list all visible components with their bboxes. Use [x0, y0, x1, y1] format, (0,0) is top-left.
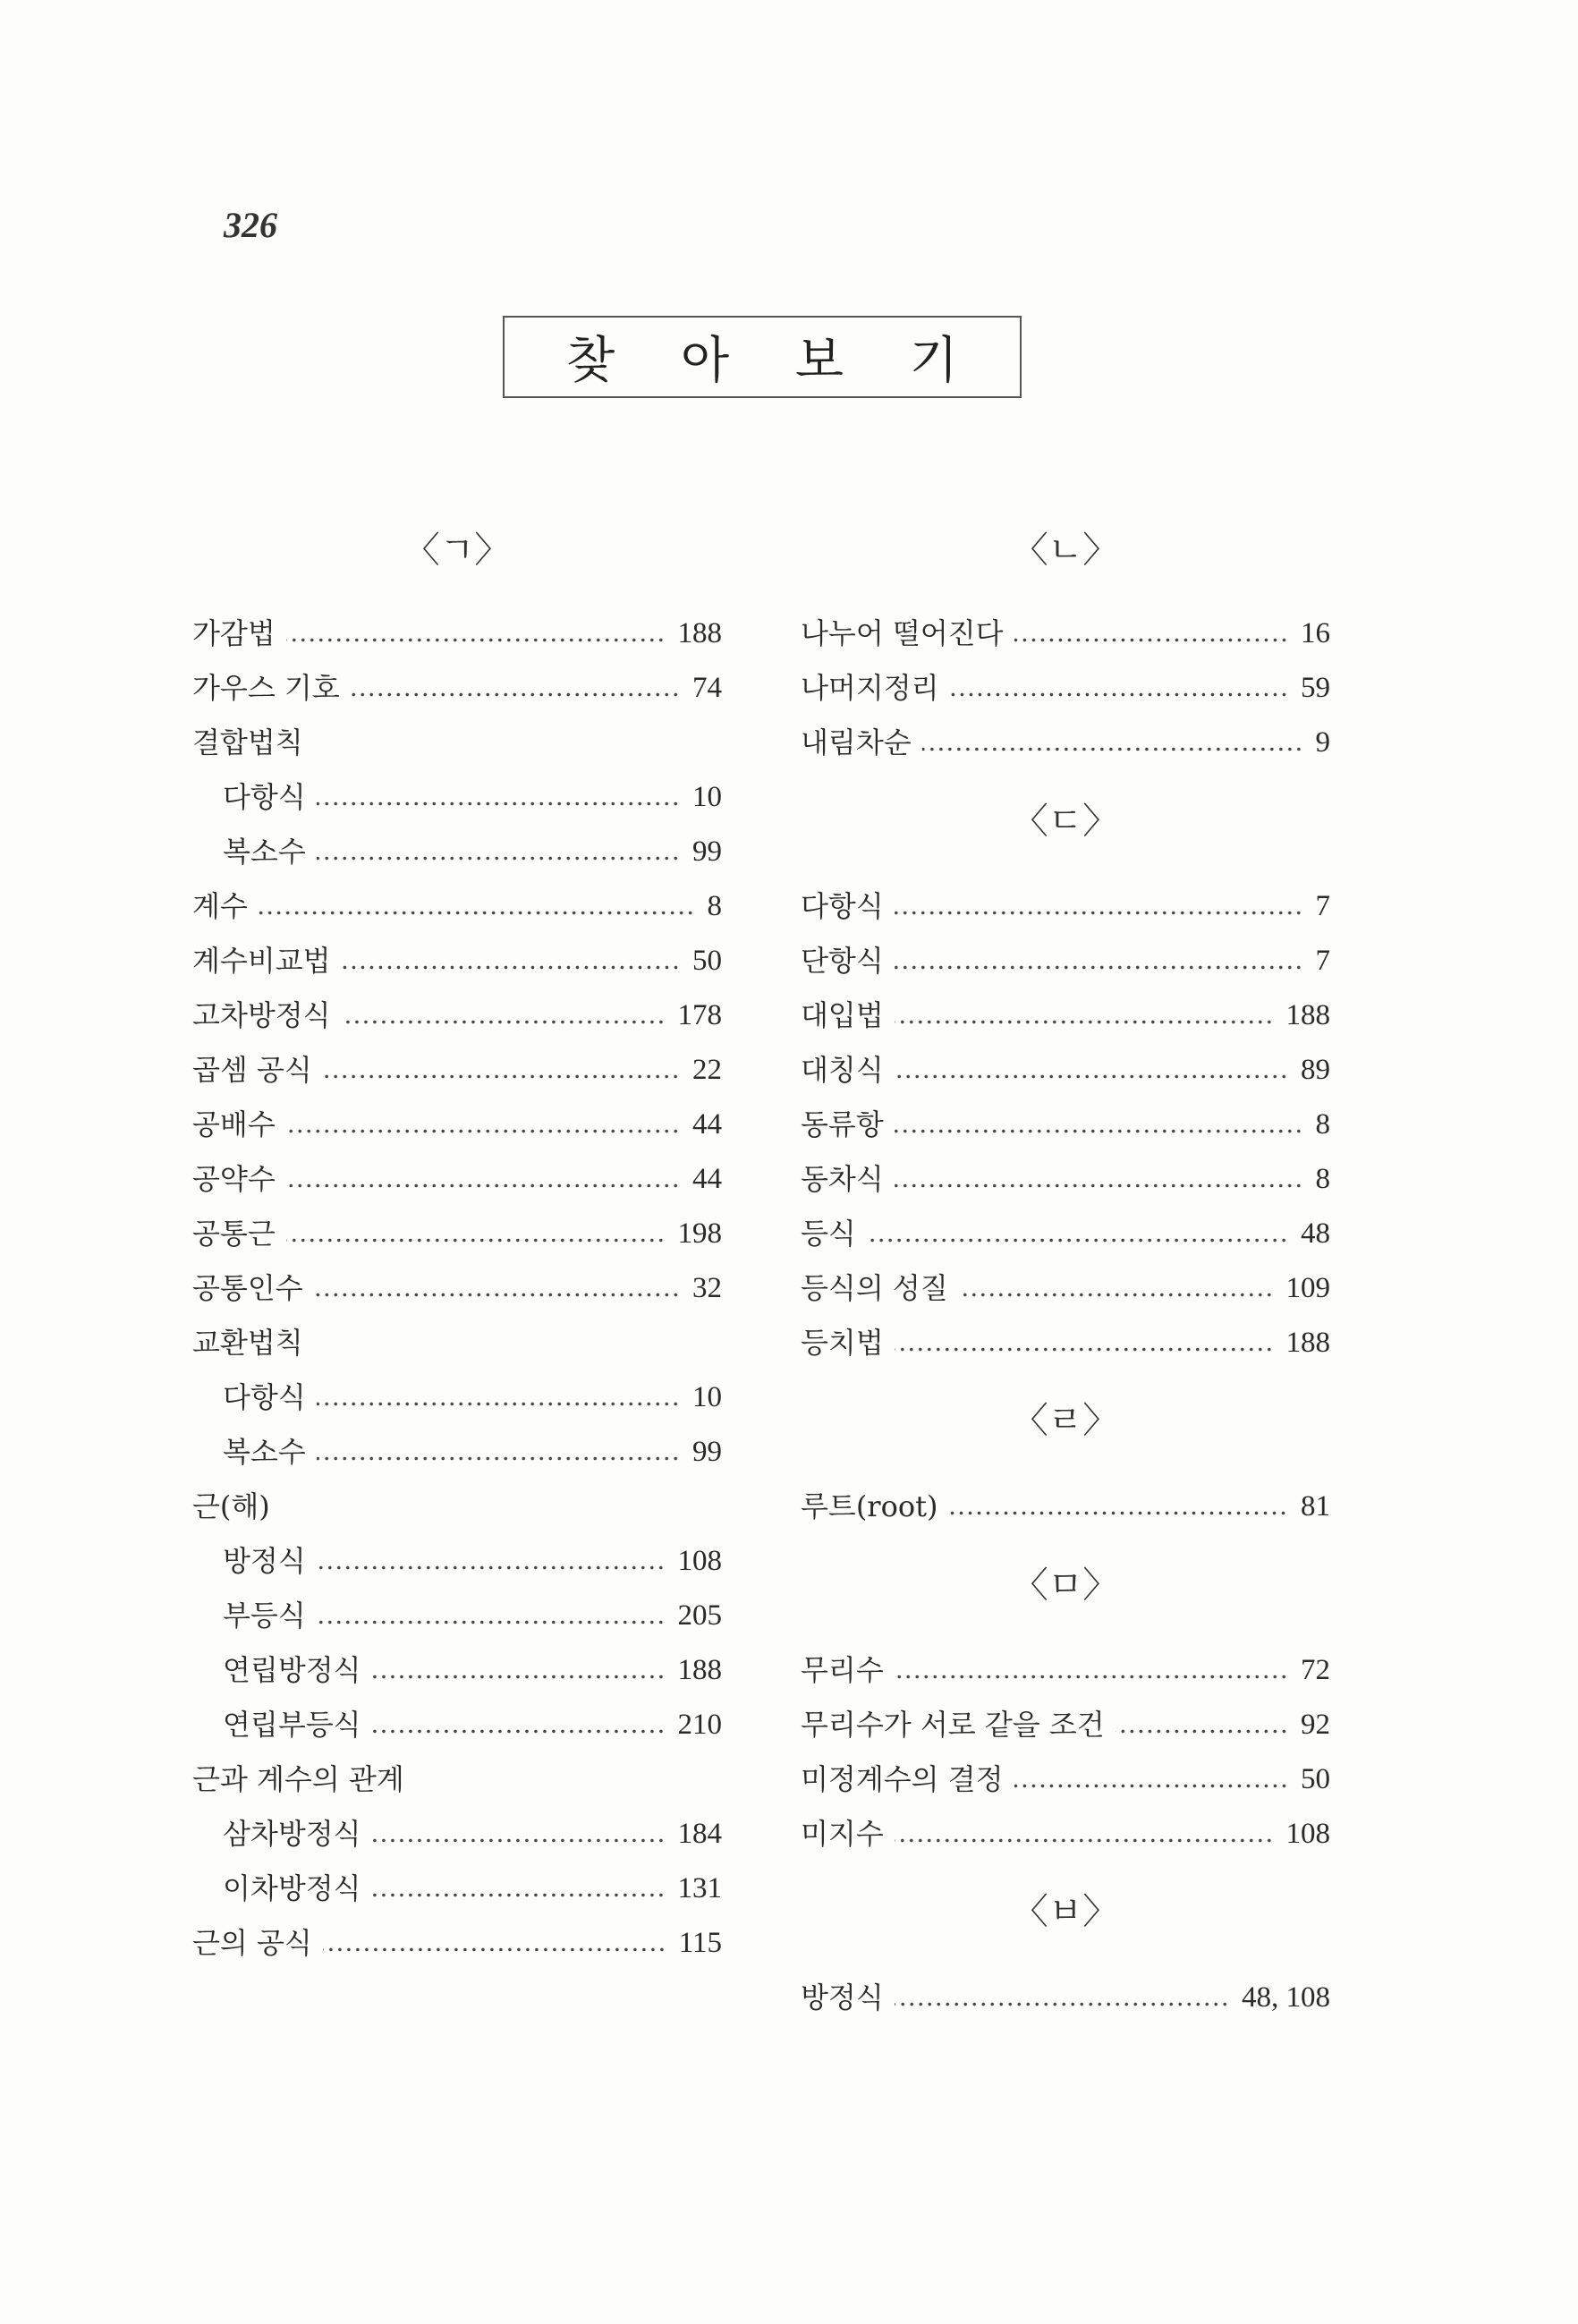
index-entry: [801, 888, 1330, 924]
index-subentry: [223, 1652, 722, 1688]
leader-dots: [895, 1129, 1303, 1133]
entry-term: 대입법: [801, 998, 884, 1032]
entry-term: 대칭식: [801, 1053, 884, 1087]
entry-page: 9: [1315, 726, 1330, 759]
entry-page: 115: [678, 1927, 722, 1959]
entry-page: 7: [1315, 890, 1330, 922]
index-subentry: [223, 1379, 722, 1415]
leader-dots: [323, 1074, 680, 1079]
entry-page: 188: [1285, 1327, 1330, 1359]
entry-page: 178: [677, 999, 722, 1031]
entry-term: 삼차방정식: [223, 1817, 361, 1851]
index-entry: [801, 725, 1330, 760]
entry-page: 8: [707, 890, 722, 922]
index-entry-heading: [192, 1325, 722, 1361]
index-title-box: [503, 316, 1022, 398]
index-entry: [801, 1816, 1330, 1852]
entry-page: 59: [1301, 672, 1330, 704]
index-entry: [801, 1652, 1330, 1688]
entry-page: 16: [1301, 617, 1330, 649]
entry-page: 32: [692, 1272, 722, 1304]
entry-page: 10: [692, 781, 722, 813]
index-entry: [801, 1161, 1330, 1197]
entry-term: 미정계수의 결정: [801, 1762, 1004, 1796]
entry-page: 8: [1315, 1108, 1330, 1141]
index-subentry: [223, 779, 722, 815]
leader-dots: [317, 1620, 666, 1624]
leader-dots: [342, 965, 680, 970]
index-entry: [192, 615, 722, 651]
entry-term: 곱셈 공식: [192, 1053, 312, 1087]
section-heading-bieup: 〈ㅂ〉: [1012, 1891, 1119, 1932]
index-entry: [192, 1925, 722, 1961]
entry-term: 근과 계수의 관계: [192, 1762, 404, 1796]
entry-term: 부등식: [223, 1599, 306, 1633]
entry-term: 다항식: [223, 1380, 306, 1414]
index-entry: [192, 997, 722, 1033]
entry-page: 184: [677, 1818, 722, 1850]
entry-term: 고차방정식: [192, 998, 331, 1032]
entry-term: 내림차순: [801, 725, 912, 759]
leader-dots: [317, 1402, 680, 1406]
index-subentry: [223, 1598, 722, 1633]
index-entry: [801, 1707, 1330, 1743]
entry-term: 루트(root): [801, 1489, 938, 1523]
index-subentry: [223, 1870, 722, 1906]
entry-page: 99: [692, 835, 722, 868]
entry-term: 공통인수: [192, 1271, 303, 1305]
entry-page: 8: [1315, 1163, 1330, 1195]
entry-page: 22: [692, 1054, 722, 1086]
index-entry: [801, 997, 1330, 1033]
index-subentry: [223, 834, 722, 869]
entry-page: 188: [1285, 999, 1330, 1031]
section-heading-rieul: 〈ㄹ〉: [1012, 1400, 1119, 1441]
entry-term: 근(해): [192, 1489, 270, 1523]
index-entry: [192, 888, 722, 924]
leader-dots: [948, 1511, 1288, 1515]
entry-term: 등식의 성질: [801, 1271, 948, 1305]
page-number: 326: [224, 205, 277, 245]
index-entry: [801, 1761, 1330, 1797]
leader-dots: [317, 802, 680, 806]
entry-page: 188: [677, 617, 722, 649]
entry-term: 교환법칙: [192, 1326, 303, 1360]
index-entry-heading: [192, 1761, 722, 1797]
entry-page: 74: [692, 672, 722, 704]
index-entry: [801, 670, 1330, 706]
entry-page: 108: [677, 1545, 722, 1577]
index-entry: [801, 1325, 1330, 1361]
leader-dots: [867, 1238, 1288, 1243]
section-heading-nieun: 〈ㄴ〉: [1012, 530, 1119, 571]
entry-term: 다항식: [801, 889, 884, 923]
index-entry: [192, 1161, 722, 1197]
leader-dots: [895, 1183, 1303, 1188]
entry-page: 210: [677, 1709, 722, 1741]
index-entry: [801, 1489, 1330, 1524]
entry-term: 공통근: [192, 1217, 276, 1251]
leader-dots: [286, 638, 666, 642]
entry-page: 89: [1301, 1054, 1330, 1086]
entry-page: 48: [1301, 1217, 1330, 1250]
index-subentry: [223, 1816, 722, 1852]
index-entry: [192, 1216, 722, 1251]
leader-dots: [895, 1838, 1274, 1843]
leader-dots: [372, 1729, 666, 1734]
leader-dots: [959, 1293, 1274, 1297]
entry-term: 이차방정식: [223, 1871, 361, 1905]
entry-term: 가우스 기호: [192, 671, 340, 705]
entry-term: 복소수: [223, 1435, 306, 1469]
entry-page: 188: [677, 1654, 722, 1686]
index-entry: [801, 1980, 1330, 2015]
leader-dots: [895, 965, 1303, 970]
index-subentry: [223, 1434, 722, 1470]
entry-page: 44: [692, 1108, 722, 1141]
entry-page: 48, 108: [1242, 1981, 1330, 2014]
entry-page: 50: [1301, 1763, 1330, 1795]
leader-dots: [317, 1565, 666, 1570]
index-entry: [801, 1107, 1330, 1142]
leader-dots: [922, 747, 1303, 751]
section-heading-giyeok: 〈ㄱ〉: [403, 530, 511, 571]
index-entry: [801, 943, 1330, 979]
leader-dots: [323, 1947, 666, 1952]
index-entry-heading: [192, 1489, 722, 1524]
index-entry: [801, 1216, 1330, 1251]
index-entry: [192, 1107, 722, 1142]
index-entry: [192, 943, 722, 979]
entry-page: 109: [1285, 1272, 1330, 1304]
entry-term: 무리수가 서로 같을 조건: [801, 1708, 1105, 1742]
index-entry: [192, 670, 722, 706]
entry-page: 81: [1301, 1490, 1330, 1522]
leader-dots: [259, 911, 695, 915]
index-entry: [192, 1052, 722, 1088]
entry-term: 나누어 떨어진다: [801, 616, 1004, 650]
leader-dots: [314, 1293, 680, 1297]
entry-term: 단항식: [801, 944, 884, 978]
leader-dots: [895, 2002, 1229, 2006]
leader-dots: [1116, 1729, 1288, 1734]
entry-page: 99: [692, 1436, 722, 1468]
entry-term: 무리수: [801, 1653, 884, 1687]
entry-page: 50: [692, 945, 722, 977]
entry-page: 7: [1315, 945, 1330, 977]
entry-term: 동차식: [801, 1162, 884, 1196]
entry-page: 205: [677, 1599, 722, 1632]
index-subentry: [223, 1707, 722, 1743]
leader-dots: [895, 1347, 1274, 1352]
entry-term: 방정식: [223, 1544, 306, 1578]
entry-term: 등치법: [801, 1326, 884, 1360]
entry-page: 44: [692, 1163, 722, 1195]
entry-term: 복소수: [223, 835, 306, 869]
index-entry: [801, 1270, 1330, 1306]
leader-dots: [950, 692, 1288, 697]
entry-term: 계수: [192, 889, 248, 923]
entry-term: 계수비교법: [192, 944, 331, 978]
index-subentry: [223, 1543, 722, 1579]
entry-term: 동류항: [801, 1107, 884, 1141]
section-heading-digeut: 〈ㄷ〉: [1012, 801, 1119, 842]
leader-dots: [351, 692, 680, 697]
leader-dots: [372, 1838, 666, 1843]
leader-dots: [895, 1074, 1288, 1079]
leader-dots: [895, 1020, 1274, 1024]
leader-dots: [372, 1675, 666, 1679]
leader-dots: [286, 1129, 680, 1133]
entry-term: 결합법칙: [192, 725, 303, 759]
leader-dots: [372, 1893, 666, 1897]
leader-dots: [286, 1183, 680, 1188]
section-heading-mieum: 〈ㅁ〉: [1012, 1565, 1119, 1606]
entry-page: 92: [1301, 1709, 1330, 1741]
entry-term: 다항식: [223, 780, 306, 814]
leader-dots: [895, 1675, 1288, 1679]
entry-page: 108: [1285, 1818, 1330, 1850]
entry-term: 연립부등식: [223, 1708, 361, 1742]
index-entry: [801, 1052, 1330, 1088]
entry-term: 공약수: [192, 1162, 276, 1196]
entry-page: 198: [677, 1217, 722, 1250]
leader-dots: [895, 911, 1303, 915]
entry-page: 72: [1301, 1654, 1330, 1686]
leader-dots: [317, 856, 680, 861]
leader-dots: [342, 1020, 666, 1024]
entry-term: 공배수: [192, 1107, 276, 1141]
entry-term: 미지수: [801, 1817, 884, 1851]
index-entry: [192, 1270, 722, 1306]
entry-term: 나머지정리: [801, 671, 939, 705]
entry-term: 등식: [801, 1217, 856, 1251]
entry-term: 근의 공식: [192, 1926, 312, 1960]
entry-term: 가감법: [192, 616, 276, 650]
entry-page: 10: [692, 1381, 722, 1413]
leader-dots: [286, 1238, 666, 1243]
leader-dots: [1014, 1784, 1288, 1788]
index-entry-heading: [192, 725, 722, 760]
entry-term: 연립방정식: [223, 1653, 361, 1687]
leader-dots: [1014, 638, 1288, 642]
leader-dots: [317, 1456, 680, 1461]
index-entry: [801, 615, 1330, 651]
index-title: 찾 아 보 기: [566, 332, 983, 390]
entry-page: 131: [677, 1872, 722, 1904]
entry-term: 방정식: [801, 1980, 884, 2014]
